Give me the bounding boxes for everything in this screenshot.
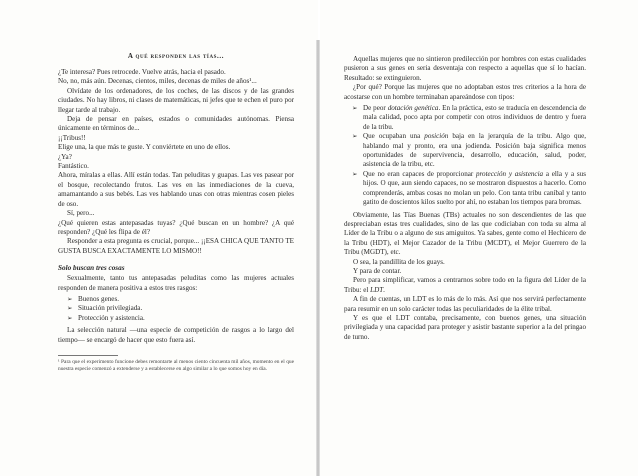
list-item: ➢ Buenos genes.	[67, 294, 119, 303]
list-item: ➢ Situación privilegiada.	[67, 304, 143, 313]
list-item: ➢ De peor dotación genética. En la práctica, esto se traducía en descendencia de mala calidad, poco apta por competir con otros individuos de dentro y fuera de la tribu.	[352, 104, 586, 131]
paragraph: Deja de pensar en países, estados o comunidades autónomas. Piensa únicamente en términos de...	[58, 115, 294, 133]
list-item: ➢ Que no eran capaces de proporcionar protección y asistencia a ella y a sus hijos. O que, aun siendo capaces, no se mostraron dispuestos a hacerlo. Como comprenderás, ambas cosas no molan un pelo. Con tanta tribu caníbal y tanto gatito de doscientos kilos suelto por ahí, no estaban los tiempos para bromas.	[352, 169, 586, 207]
paragraph: ¿Qué quieren estas antepasadas tuyas? ¿Qué buscan en un hombre? ¿A qué responden? ¿Qué les flipa de él?	[58, 218, 294, 236]
paragraph: Responder a esta pregunta es crucial, porque... ¡¡ESA CHICA QUE TANTO TE GUSTA BUSCA EXACTAMENTE LO MISMO!!	[58, 237, 294, 255]
paragraph: Pero para simplificar, vamos a centrarnos sobre todo en la figura del Líder de la Tribu: el LDT.	[344, 276, 586, 294]
running-head: A qué responden las tías...	[127, 52, 225, 60]
paragraph: Sí, pero...	[67, 209, 95, 218]
arrow-right-icon: ➢	[67, 294, 73, 303]
paragraph: Sexualmente, tanto tus antepasadas peluditas como las mujeres actuales responden de manera positiva a estos tres rasgos:	[58, 274, 294, 292]
list-item: ➢ Protección y asistencia.	[67, 313, 145, 322]
left-page	[0, 0, 318, 476]
trait-list	[58, 295, 294, 323]
arrow-right-icon: ➢	[352, 169, 358, 178]
arrow-right-icon: ➢	[352, 104, 358, 113]
paragraph: Elige una, la que más te guste. Y conviértete en uno de ellos.	[58, 143, 231, 152]
paragraph: No, no, más aún. Decenas, cientos, miles, decenas de miles de años¹...	[58, 77, 257, 86]
arrow-right-icon: ➢	[67, 313, 73, 322]
paragraph: O sea, la pandillita de los guays.	[353, 257, 445, 266]
paragraph: Y para de contar.	[353, 266, 402, 275]
list-item: ➢ Que ocupaban una posición baja en la jerarquía de la tribu. Algo que, hablando mal y pronto, era una jodienda. Posición baja significa menos oportunidades de supervivencia, desarrollo, educación, salud, poder, asistencia de la tribu, etc.	[352, 132, 586, 169]
paragraph: ¿Te interesa? Pues retrocede. Vuelve atrás, hacia el pasado.	[58, 68, 226, 76]
paragraph: Aquellas mujeres que no sintieron predilección por hombres con estas cualidades pusieron a sus genes en seria desventaja con respecto a aquellas que sí lo hacían. Resultado: se extinguieron.	[344, 55, 586, 82]
paragraph: Fantástico.	[58, 162, 89, 171]
intro-text	[58, 68, 294, 256]
section-heading: Solo buscan tres cosas	[58, 264, 125, 273]
arrow-right-icon: ➢	[352, 132, 358, 141]
arrow-right-icon: ➢	[67, 304, 73, 313]
consequence-list	[344, 104, 586, 207]
footnote: ¹ Para que el experimento funcione debes remontarte al menos ciento cincuenta mil años, momento en el que nuestra especie comenzó a extenderse y a establecerse en algo similar a lo que somos hoy en día.	[58, 358, 294, 372]
paragraph: Olvídate de los ordenadores, de los coches, de las discos y de las grandes ciudades. No hay libros, ni clases de matemáticas, ni jefes que te echen el puro por llegar tarde al trabajo.	[58, 86, 294, 114]
paragraph: A fin de cuentas, un LDT es lo más de lo más. Así que nos servirá perfectamente para resumir en un solo carácter todas las peculiaridades de la élite tribal.	[344, 295, 586, 313]
paragraph: ¡¡Tribus!!	[58, 133, 86, 142]
paragraph: Ahora, míralas a ellas. Allí están todas. Tan peluditas y guapas. Las ves pasear por el bosque, recolectando frutos. Las ves en las inmediaciones de la cueva, amamantando a sus bebés. Las ves hablando unas con otras mientras cosen pieles de oso.	[58, 171, 294, 208]
paragraph: La selección natural —una especie de competición de rasgos a lo largo del tiempo— se encargó de hacer que esto fuera así.	[58, 326, 294, 344]
paragraph: Obviamente, las Tías Buenas (TBs) actuales no son descendientes de las que despreciaban estas tres cualidades, sino de las que codiciaban con toda su alma al Líder de la Tribu o a alguno de sus amiguitos. Ya sabes, gente como el Hechicero de la Tribu (HDT), el Mejor Cazador de la Tribu (MCDT), el Mejor Guerrero de la Tribu (MGDT), etc.	[344, 210, 586, 257]
paragraph: ¿Ya?	[58, 152, 72, 161]
paragraph: ¿Por qué? Porque las mujeres que no adoptaban estos tres criterios a la hora de acostarse con un hombre terminaban apareándose con tipos:	[344, 83, 586, 101]
right-page	[320, 0, 638, 476]
paragraph: Y es que el LDT contaba, precisamente, con buenos genes, una situación privilegiada y una capacidad para proteger y asistir bastante superior a la del pringao de turno.	[344, 313, 586, 341]
footnote-divider	[58, 355, 118, 356]
